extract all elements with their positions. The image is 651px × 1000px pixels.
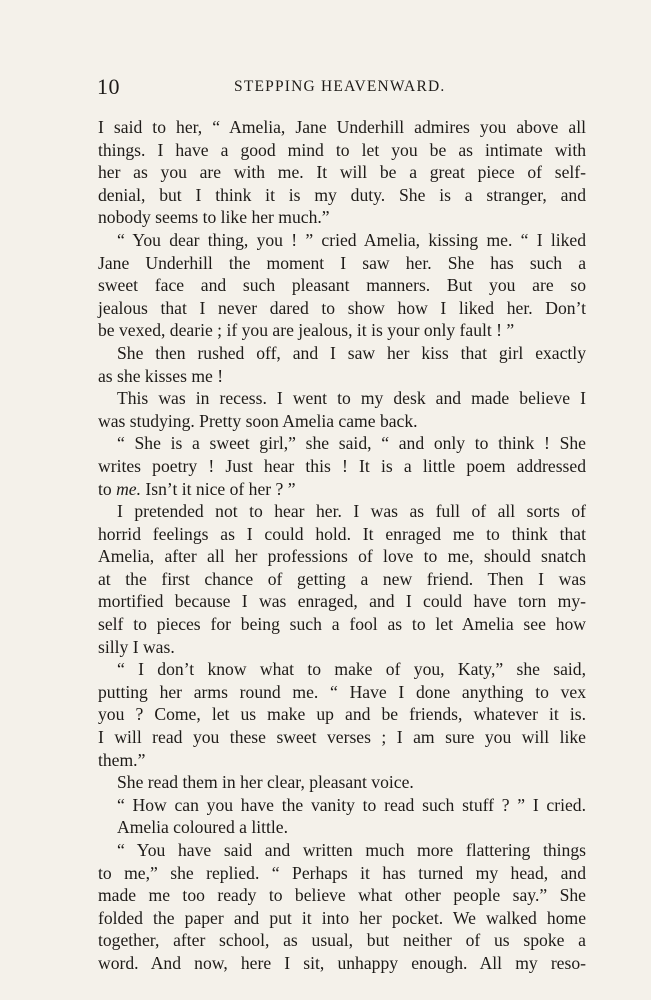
text-line: Amelia coloured a little. bbox=[117, 817, 288, 838]
page-number: 10 bbox=[97, 74, 120, 99]
text-line: denial, but I think it is my duty. She is a stranger, and bbox=[98, 184, 586, 205]
text-line bbox=[98, 478, 586, 501]
text-line: folded the paper and put it into her pocket. We walked home bbox=[98, 907, 586, 928]
text-line: silly I was. bbox=[98, 636, 175, 657]
text-line: be vexed, dearie ; if you are jealous, it is your only fault ! ” bbox=[98, 320, 515, 341]
text-line: at the first chance of getting a new friend. Then I was bbox=[98, 568, 586, 589]
running-head bbox=[97, 74, 587, 104]
text-line: them.” bbox=[98, 749, 146, 770]
text-line: mortified because I was enraged, and I could have torn my- bbox=[98, 591, 586, 612]
text-line: sweet face and such pleasant manners. But you are so bbox=[98, 275, 586, 296]
running-title: STEPPING HEAVENWARD. bbox=[234, 78, 446, 95]
text-line: things. I have a good mind to let you be as intimate with bbox=[98, 139, 586, 160]
text-line: “ You dear thing, you ! ” cried Amelia, kissing me. “ I liked bbox=[117, 229, 586, 250]
text-line: you ? Come, let us make up and be friends, whatever it is. bbox=[98, 704, 586, 725]
text-line: She read them in her clear, pleasant voice. bbox=[117, 772, 414, 793]
text-line: horrid feelings as I could hold. It enraged me to think that bbox=[98, 523, 586, 544]
text-line: her as you are with me. It will be a great piece of self- bbox=[98, 162, 586, 183]
text-line: writes poetry ! Just hear this ! It is a little poem addressed bbox=[98, 455, 586, 476]
text-line: putting her arms round me. “ Have I done anything to vex bbox=[98, 681, 586, 702]
italic-word: me. bbox=[116, 478, 142, 499]
text-line: I pretended not to hear her. I was as full of all sorts of bbox=[117, 501, 586, 522]
text-fragment: Isn’t it nice of her ? ” bbox=[145, 478, 296, 499]
text-line: nobody seems to like her much.” bbox=[98, 207, 330, 228]
text-fragment: to bbox=[98, 478, 112, 499]
text-line: “ How can you have the vanity to read such stuff ? ” I cried. bbox=[117, 794, 586, 815]
text-line: together, after school, as usual, but neither of us spoke a bbox=[98, 930, 586, 951]
text-line: Amelia, after all her professions of love to me, should snatch bbox=[98, 546, 586, 567]
text-line: self to pieces for being such a fool as to let Amelia see how bbox=[98, 614, 586, 635]
text-line: made me too ready to believe what other people say.” She bbox=[98, 885, 586, 906]
text-line: “ You have said and written much more flattering things bbox=[117, 840, 586, 860]
text-line: word. And now, here I sit, unhappy enough. All my reso- bbox=[98, 952, 586, 973]
text-line: I said to her, “ Amelia, Jane Underhill admires you above all bbox=[98, 117, 586, 137]
text-line: She then rushed off, and I saw her kiss that girl exactly bbox=[117, 342, 586, 363]
text-line: This was in recess. I went to my desk and made believe I bbox=[117, 388, 586, 409]
text-line: as she kisses me ! bbox=[98, 365, 224, 386]
text-line: I will read you these sweet verses ; I am sure you will like bbox=[98, 727, 586, 748]
text-line: to me,” she replied. “ Perhaps it has turned my head, and bbox=[98, 862, 586, 883]
body-text bbox=[98, 116, 586, 975]
text-line: “ I don’t know what to make of you, Katy,” she said, bbox=[117, 659, 586, 680]
text-line: “ She is a sweet girl,” she said, “ and only to think ! She bbox=[117, 433, 586, 454]
text-line: jealous that I never dared to show how I liked her. Don’t bbox=[98, 297, 586, 318]
text-line: was studying. Pretty soon Amelia came back. bbox=[98, 410, 418, 431]
text-line: Jane Underhill the moment I saw her. She has such a bbox=[98, 252, 586, 273]
